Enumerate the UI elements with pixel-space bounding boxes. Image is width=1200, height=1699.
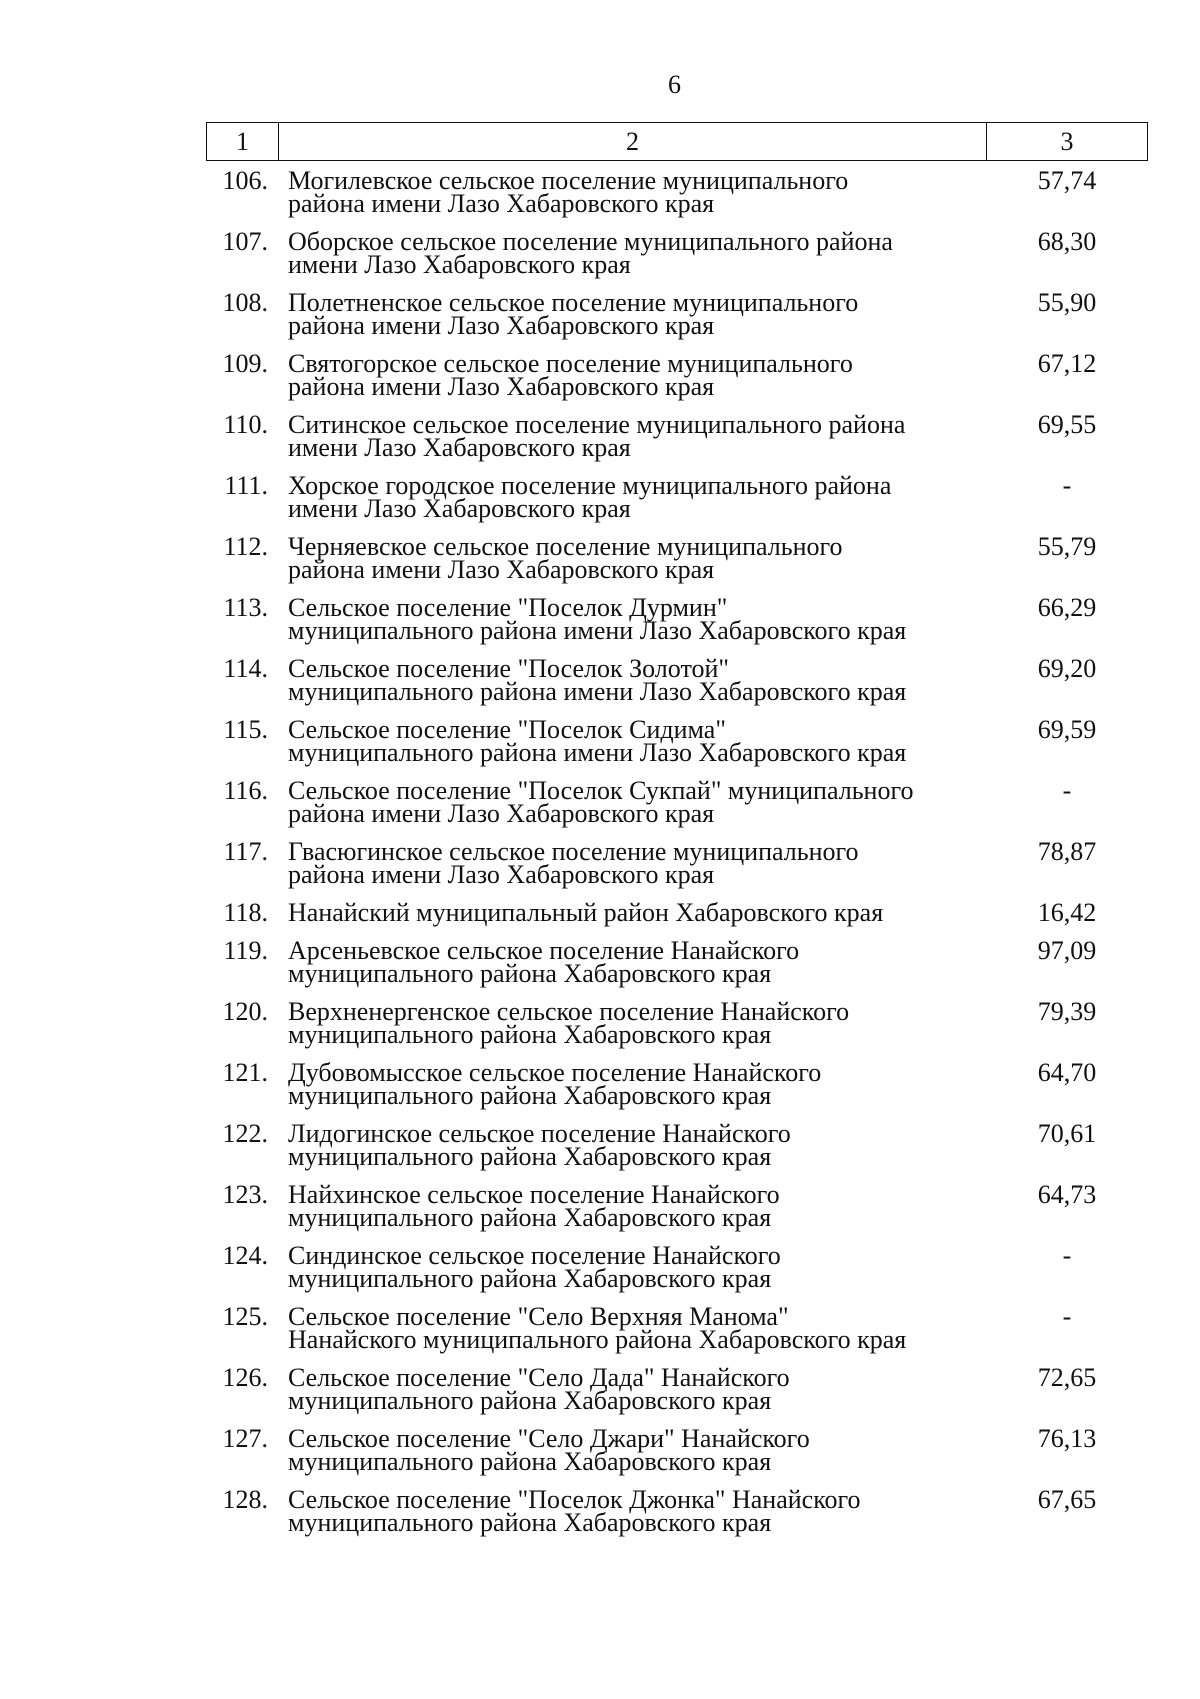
table-row	[206, 997, 1148, 1061]
table-row	[206, 837, 1148, 901]
row-number: 126.	[222, 1363, 268, 1392]
row-value: 67,65	[1037, 1485, 1097, 1514]
row-number: 123.	[222, 1180, 268, 1209]
table-row	[206, 593, 1148, 657]
row-value: 78,87	[1037, 837, 1097, 866]
row-name-line: муниципального района имени Лазо Хабаровского края	[288, 738, 907, 767]
row-name-line: Арсеньевское сельское поселение Нанайского	[288, 936, 800, 965]
table-row	[206, 471, 1148, 535]
row-name-line: района имени Лазо Хабаровского края	[288, 860, 715, 889]
table-row	[206, 349, 1148, 413]
row-name-line: Черняевское сельское поселение муниципального	[288, 532, 843, 561]
row-number: 114.	[223, 654, 268, 683]
row-name-line: Сельское поселение "Село Верхняя Манома"	[288, 1302, 789, 1331]
row-name-line: Могилевское сельское поселение муниципального	[288, 166, 849, 195]
row-value: 55,79	[1037, 532, 1097, 561]
table-row	[206, 654, 1148, 718]
table-row	[206, 1180, 1148, 1244]
row-name-line: имени Лазо Хабаровского края	[288, 433, 631, 462]
table-row	[206, 166, 1148, 230]
row-number: 124.	[222, 1241, 268, 1270]
table-row	[206, 936, 1148, 1000]
row-name-line: Полетненское сельское поселение муниципального	[288, 288, 859, 317]
table-body	[206, 166, 1148, 1549]
row-value: -	[1062, 776, 1072, 805]
table-row	[206, 1485, 1148, 1549]
row-number: 108.	[222, 288, 268, 317]
row-name	[278, 593, 986, 657]
row-number: 110.	[223, 410, 268, 439]
row-name-line: муниципального района Хабаровского края	[288, 1447, 772, 1476]
row-name	[278, 1363, 986, 1427]
row-name-line: муниципального района Хабаровского края	[288, 1142, 772, 1171]
row-name	[278, 715, 986, 779]
row-name-line: Дубовомысское сельское поселение Нанайского	[288, 1058, 822, 1087]
row-value: 70,61	[1037, 1119, 1097, 1148]
table-row	[206, 715, 1148, 779]
row-name	[278, 997, 986, 1061]
row-number: 120.	[222, 997, 268, 1026]
row-name-line: Сельское поселение "Село Джари" Нанайского	[288, 1424, 810, 1453]
row-name	[278, 1058, 986, 1122]
row-name-line: муниципального района Хабаровского края	[288, 1081, 772, 1110]
row-name-line: Сельское поселение "Поселок Сукпай" муниципального	[288, 776, 914, 805]
table-row	[206, 288, 1148, 352]
row-name	[278, 166, 986, 230]
row-number: 107.	[222, 227, 268, 256]
row-name-line: муниципального района Хабаровского края	[288, 1508, 772, 1537]
row-value: 64,70	[1037, 1058, 1097, 1087]
row-name-line: муниципального района Хабаровского края	[288, 1386, 772, 1415]
row-name-line: Сельское поселение "Село Дада" Нанайского	[288, 1363, 790, 1392]
row-number: 117.	[223, 837, 268, 866]
row-value: 97,09	[1037, 936, 1097, 965]
table-row	[206, 1363, 1148, 1427]
row-name	[278, 410, 986, 474]
row-number: 125.	[222, 1302, 268, 1331]
row-value: 69,59	[1037, 715, 1097, 744]
row-name-line: Хорское городское поселение муниципального района	[288, 471, 892, 500]
row-name	[278, 1424, 986, 1488]
row-number: 121.	[222, 1058, 268, 1087]
row-number: 127.	[222, 1424, 268, 1453]
row-number: 111.	[224, 471, 268, 500]
row-name-line: района имени Лазо Хабаровского края	[288, 372, 715, 401]
row-name-line: муниципального района Хабаровского края	[288, 1020, 772, 1049]
row-name-line: Святогорское сельское поселение муниципального	[288, 349, 853, 378]
row-value: 64,73	[1037, 1180, 1097, 1209]
table-header	[206, 122, 1148, 161]
table-row	[206, 1058, 1148, 1122]
row-name	[278, 227, 986, 291]
row-number: 116.	[223, 776, 268, 805]
row-value: 66,29	[1037, 593, 1097, 622]
table-row	[206, 410, 1148, 474]
row-name-line: имени Лазо Хабаровского края	[288, 250, 631, 279]
row-name-line: района имени Лазо Хабаровского края	[288, 555, 715, 584]
row-value: 68,30	[1037, 227, 1097, 256]
row-name	[278, 776, 986, 840]
row-value: -	[1062, 471, 1072, 500]
table-row	[206, 898, 1148, 939]
row-name-line: Сельское поселение "Поселок Дурмин"	[288, 593, 728, 622]
row-number: 115.	[223, 715, 268, 744]
row-number: 113.	[223, 593, 268, 622]
row-name	[278, 898, 986, 939]
row-name-line: Гвасюгинское сельское поселение муниципального	[288, 837, 859, 866]
row-name-line: района имени Лазо Хабаровского края	[288, 189, 715, 218]
row-name-line: Сельское поселение "Поселок Джонка" Нанайского	[288, 1485, 861, 1514]
row-name	[278, 1180, 986, 1244]
row-name-line: Лидогинское сельское поселение Нанайского	[288, 1119, 791, 1148]
row-number: 118.	[223, 898, 268, 927]
row-value: 67,12	[1037, 349, 1097, 378]
row-number: 109.	[222, 349, 268, 378]
row-name	[278, 654, 986, 718]
row-name	[278, 349, 986, 413]
row-value: 69,20	[1037, 654, 1097, 683]
row-value: 69,55	[1037, 410, 1097, 439]
row-name	[278, 1241, 986, 1305]
row-value: 16,42	[1037, 898, 1097, 927]
row-number: 122.	[222, 1119, 268, 1148]
row-value: 55,90	[1037, 288, 1097, 317]
row-number: 119.	[223, 936, 268, 965]
row-name-line: Ситинское сельское поселение муниципального района	[288, 410, 906, 439]
row-name	[278, 288, 986, 352]
row-value: -	[1062, 1241, 1072, 1270]
row-name-line: муниципального района Хабаровского края	[288, 959, 772, 988]
table-row	[206, 776, 1148, 840]
header-col-3: 3	[1060, 126, 1074, 156]
row-name-line: муниципального района Хабаровского края	[288, 1203, 772, 1232]
table-row	[206, 532, 1148, 596]
header-col-2: 2	[279, 123, 987, 160]
row-name	[278, 1485, 986, 1549]
table-row	[206, 1241, 1148, 1305]
table-row	[206, 227, 1148, 291]
row-name-line: Сельское поселение "Поселок Золотой"	[288, 654, 729, 683]
row-name	[278, 936, 986, 1000]
row-name-line: муниципального района Хабаровского края	[288, 1264, 772, 1293]
row-name-line: района имени Лазо Хабаровского края	[288, 799, 715, 828]
row-name-line: Синдинское сельское поселение Нанайского	[288, 1241, 781, 1270]
row-value: 57,74	[1037, 166, 1097, 195]
row-value: 76,13	[1037, 1424, 1097, 1453]
row-name	[278, 532, 986, 596]
table-row	[206, 1119, 1148, 1183]
row-name-line: Нанайского муниципального района Хабаровского края	[288, 1325, 907, 1354]
page-number: 6	[668, 70, 681, 99]
row-name-line: имени Лазо Хабаровского края	[288, 494, 631, 523]
row-name-line: Оборское сельское поселение муниципального района	[288, 227, 893, 256]
table-row	[206, 1424, 1148, 1488]
row-number: 106.	[222, 166, 268, 195]
row-name-line: Верхненергенское сельское поселение Нанайского	[288, 997, 850, 1026]
row-name-line: района имени Лазо Хабаровского края	[288, 311, 715, 340]
row-value: 72,65	[1037, 1363, 1097, 1392]
row-name	[278, 1302, 986, 1366]
row-number: 128.	[222, 1485, 268, 1514]
row-number: 112.	[223, 532, 268, 561]
row-name-line: Нанайский муниципальный район Хабаровского края	[288, 898, 884, 927]
row-name	[278, 471, 986, 535]
row-value: 79,39	[1037, 997, 1097, 1026]
row-name	[278, 837, 986, 901]
header-col-1: 1	[207, 123, 279, 160]
table-row	[206, 1302, 1148, 1366]
row-value: -	[1062, 1302, 1072, 1331]
row-name-line: муниципального района имени Лазо Хабаровского края	[288, 677, 907, 706]
row-name-line: Найхинское сельское поселение Нанайского	[288, 1180, 780, 1209]
row-name-line: муниципального района имени Лазо Хабаровского края	[288, 616, 907, 645]
row-name-line: Сельское поселение "Поселок Сидима"	[288, 715, 726, 744]
row-name	[278, 1119, 986, 1183]
